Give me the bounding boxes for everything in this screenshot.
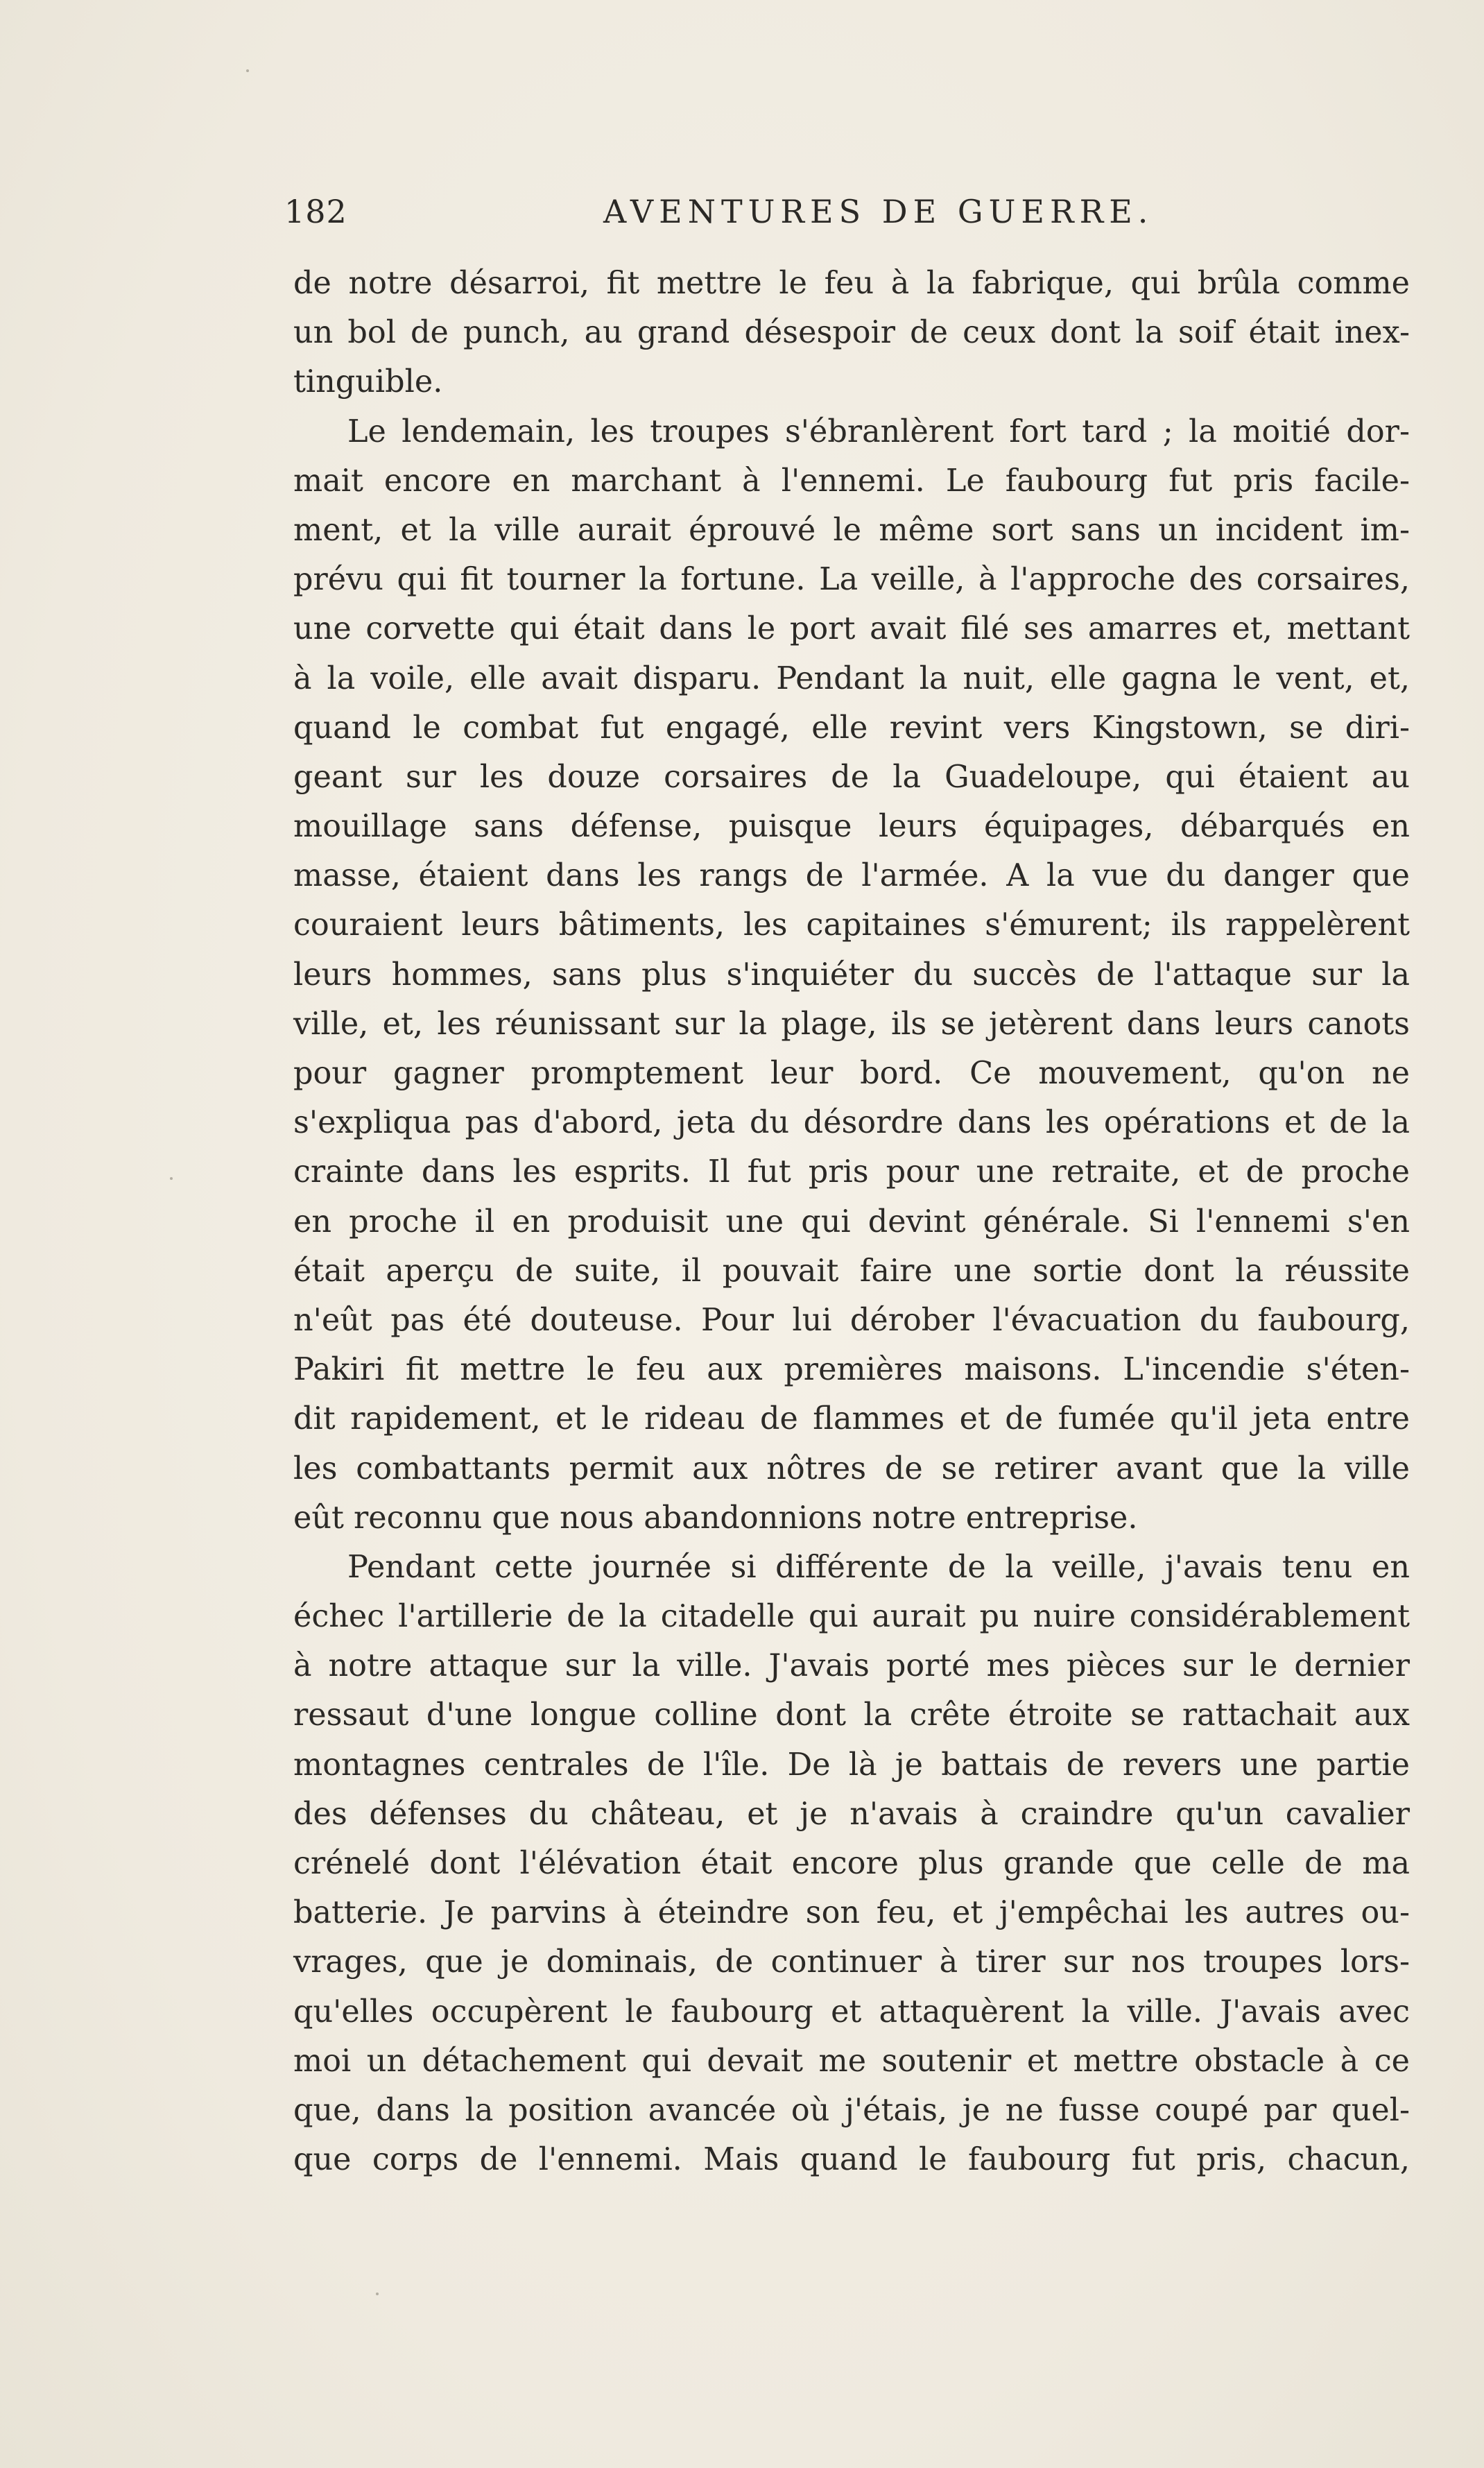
text-line: un bol de punch, au grand désespoir de ceux dont la soif était inex- xyxy=(293,315,1410,351)
text-line: à la voile, elle avait disparu. Pendant la nuit, elle gagna le vent, et, xyxy=(293,660,1410,696)
text-line: ville, et, les réunissant sur la plage, ils se jetèrent dans leurs canots xyxy=(293,1006,1410,1042)
text-line: s'expliqua pas d'abord, jeta du désordre dans les opérations et de la xyxy=(293,1105,1410,1141)
text-line: Le lendemain, les troupes s'ébranlèrent fort tard ; la moitié dor- xyxy=(347,413,1410,449)
paragraph-lendemain xyxy=(293,407,1410,1543)
paragraph-journee xyxy=(293,1543,1410,2184)
text-line: eût reconnu que nous abandonnions notre entreprise. xyxy=(293,1500,1138,1536)
text-line: Pendant cette journée si différente de la veille, j'avais tenu en xyxy=(347,1549,1410,1585)
text-line: tinguible. xyxy=(293,364,443,400)
text-line: Pakiri fit mettre le feu aux premières maisons. L'incendie s'éten- xyxy=(293,1352,1410,1388)
text-line: quand le combat fut engagé, elle revint vers Kingstown, se diri- xyxy=(293,710,1410,746)
text-line: prévu qui fit tourner la fortune. La veille, à l'approche des corsaires, xyxy=(293,562,1410,598)
text-line: batterie. Je parvins à éteindre son feu, et j'empêchai les autres ou- xyxy=(293,1895,1410,1931)
paper-speck xyxy=(246,69,249,72)
text-line: en proche il en produisit une qui devint générale. Si l'ennemi s'en xyxy=(293,1203,1410,1240)
text-line: vrages, que je dominais, de continuer à tirer sur nos troupes lors- xyxy=(293,1944,1410,1980)
running-title: AVENTURES DE GUERRE. xyxy=(603,193,1154,230)
text-line: masse, étaient dans les rangs de l'armée. A la vue du danger que xyxy=(293,858,1410,894)
text-line: une corvette qui était dans le port avait filé ses amarres et, mettant xyxy=(293,611,1410,647)
text-line: les combattants permit aux nôtres de se retirer avant que la ville xyxy=(293,1450,1410,1486)
body-text xyxy=(293,259,1410,2184)
text-line: montagnes centrales de l'île. De là je battais de revers une partie xyxy=(293,1747,1410,1783)
text-line: ressaut d'une longue colline dont la crête étroite se rattachait aux xyxy=(293,1697,1410,1733)
text-line: pour gagner promptement leur bord. Ce mouvement, qu'on ne xyxy=(293,1056,1410,1091)
text-line: des défenses du château, et je n'avais à craindre qu'un cavalier xyxy=(293,1796,1410,1832)
text-line: qu'elles occupèrent le faubourg et attaquèrent la ville. J'avais avec xyxy=(293,1994,1410,2030)
text-line: échec l'artillerie de la citadelle qui aurait pu nuire considérablement xyxy=(293,1599,1410,1635)
text-line: mait encore en marchant à l'ennemi. Le faubourg fut pris facile- xyxy=(293,463,1410,499)
text-line: que corps de l'ennemi. Mais quand le faubourg fut pris, chacun, xyxy=(293,2142,1410,2178)
text-line: n'eût pas été douteuse. Pour lui dérober l'évacuation du faubourg, xyxy=(293,1302,1410,1338)
text-line: à notre attaque sur la ville. J'avais porté mes pièces sur le dernier xyxy=(293,1648,1410,1684)
text-line: dit rapidement, et le rideau de flammes et de fumée qu'il jeta entre xyxy=(293,1401,1410,1437)
text-line: était aperçu de suite, il pouvait faire une sortie dont la réussite xyxy=(293,1253,1410,1289)
text-line: leurs hommes, sans plus s'inquiéter du succès de l'attaque sur la xyxy=(293,957,1410,993)
text-line: de notre désarroi, fit mettre le feu à la fabrique, qui brûla comme xyxy=(293,266,1410,301)
text-line: moi un détachement qui devait me soutenir et mettre obstacle à ce xyxy=(293,2043,1410,2079)
paragraph-continuation xyxy=(293,259,1410,407)
paper-speck xyxy=(170,1177,173,1180)
paper-speck xyxy=(376,2293,379,2295)
text-line: crénelé dont l'élévation était encore plus grande que celle de ma xyxy=(293,1846,1410,1881)
text-line: geant sur les douze corsaires de la Guadeloupe, qui étaient au xyxy=(293,759,1410,795)
page-number: 182 xyxy=(284,193,347,230)
running-head xyxy=(284,193,1408,241)
text-line: couraient leurs bâtiments, les capitaines s'émurent; ils rappelèrent xyxy=(293,907,1410,943)
text-line: mouillage sans défense, puisque leurs équipages, débarqués en xyxy=(293,809,1410,845)
text-line: que, dans la position avancée où j'étais, je ne fusse coupé par quel- xyxy=(293,2092,1410,2128)
text-line: crainte dans les esprits. Il fut pris pour une retraite, et de proche xyxy=(293,1154,1410,1190)
text-line: ment, et la ville aurait éprouvé le même sort sans un incident im- xyxy=(293,512,1410,548)
